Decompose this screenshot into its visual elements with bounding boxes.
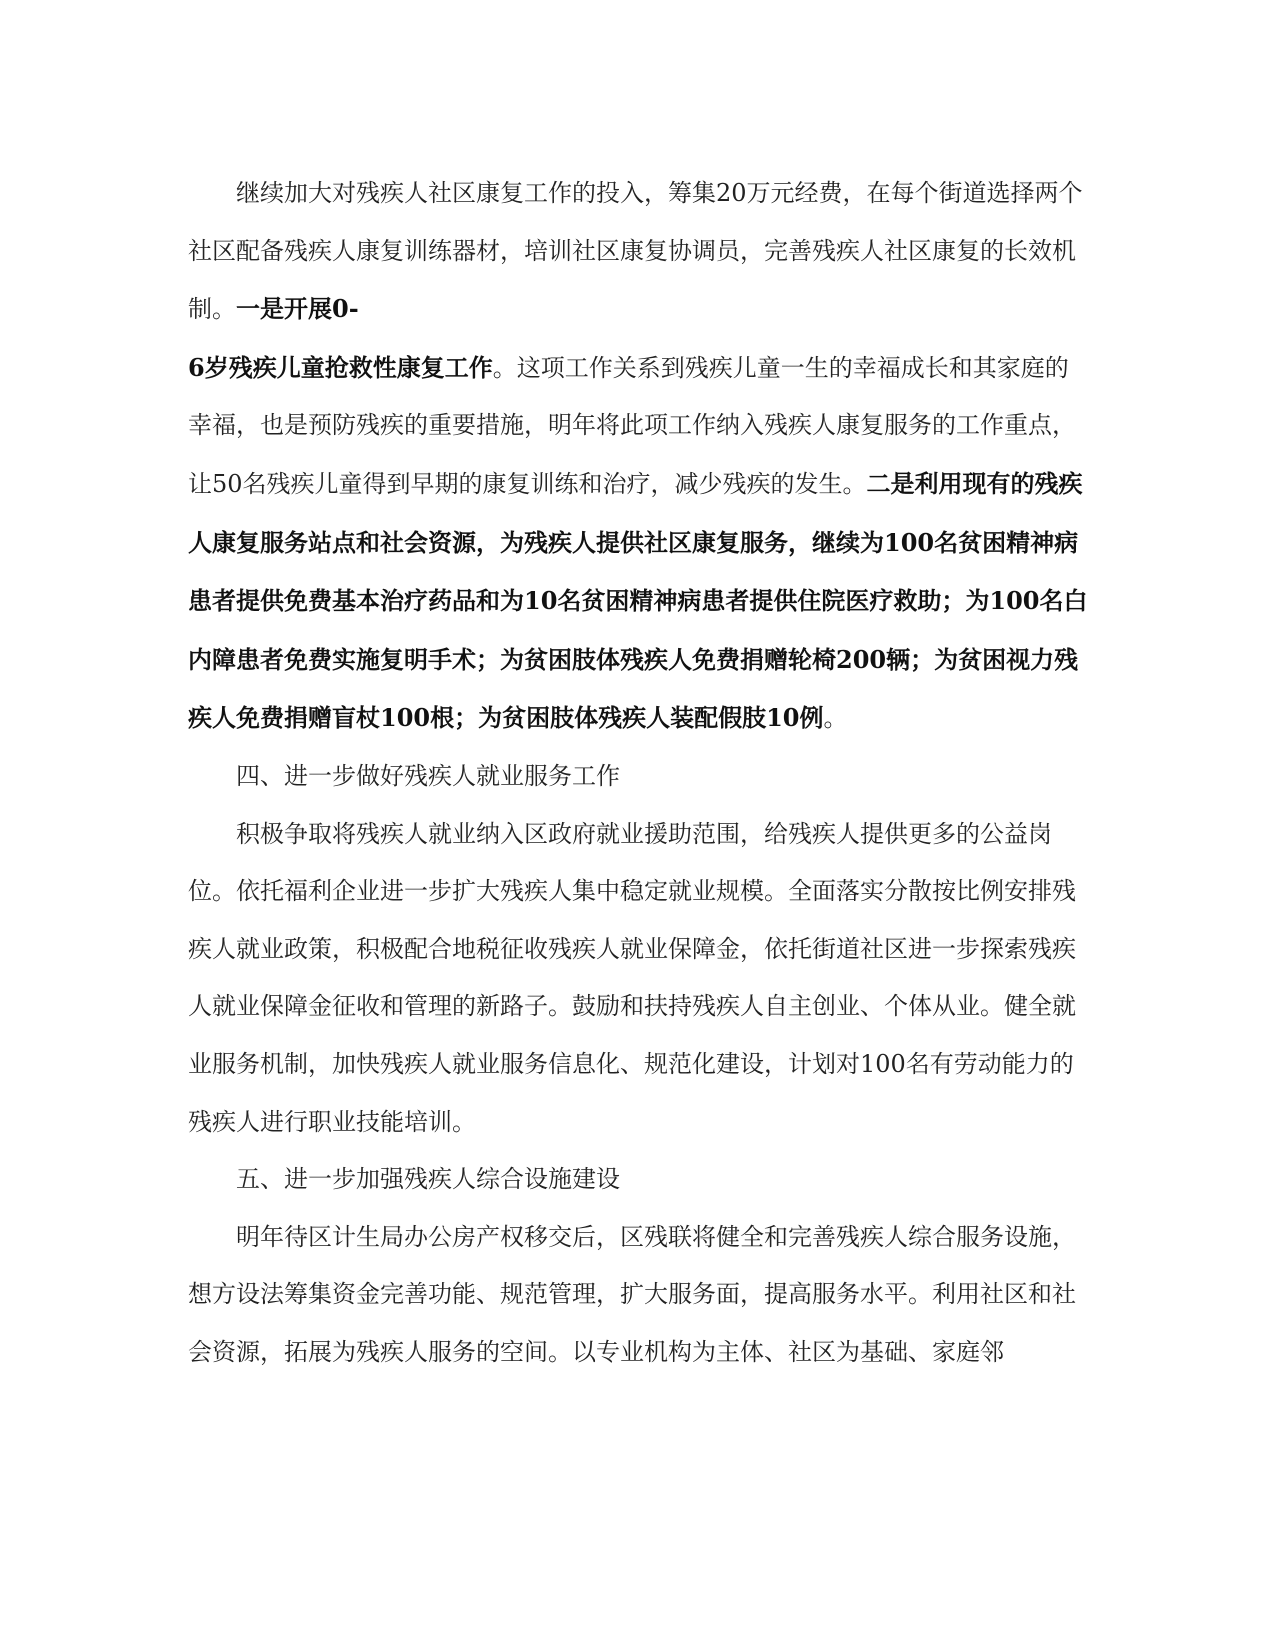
paragraph-text: 继续加大对残疾人社区康复工作的投入，筹集20万元经费，在每个街道选择两个社区配备残疾人康复训练器材，培训社区康复协调员，完善残疾人社区康复的长效机制。 — [188, 179, 1083, 324]
bold-point-one-continued: 6岁残疾儿童抢救性康复工作 — [188, 352, 493, 382]
paragraph-text: 。这项工作关系到残疾儿童一生的幸福成长和其家庭的幸福，也是预防残疾的重要措施，明年将此项工作纳入残疾人康复服务的工作重点，让50名残疾儿童得到早期的康复训练和治疗，减少残疾的发生。 — [188, 353, 1076, 498]
paragraph-employment: 积极争取将残疾人就业纳入区政府就业援助范围，给残疾人提供更多的公益岗位。依托福利企业进一步扩大残疾人集中稳定就业规模。全面落实分散按比例安排残疾人就业政策，积极配合地税征收残疾人就业保障金，依托街道社区进一步探索残疾人就业保障金征收和管理的新路子。鼓励和扶持残疾人自主创业、个体从业。健全就业服务机制，加快残疾人就业服务信息化、规范化建设，计划对100名有劳动能力的残疾人进行职业技能培训。 — [188, 819, 1076, 1136]
paragraph-text: 。 — [823, 704, 848, 733]
section-heading-facilities: 五、进一步加强残疾人综合设施建设 — [236, 1165, 620, 1194]
section-heading-employment: 四、进一步做好残疾人就业服务工作 — [236, 761, 620, 790]
document-body — [188, 165, 1088, 1381]
bold-point-one: 一是开展0- — [236, 294, 359, 324]
paragraph-facilities: 明年待区计生局办公房产权移交后，区残联将健全和完善残疾人综合服务设施，想方设法筹集资金完善功能、规范管理，扩大服务面，提高服务水平。利用社区和社会资源，拓展为残疾人服务的空间。以专业机构为主体、社区为基础、家庭邻 — [188, 1222, 1076, 1366]
paragraph-community-rehab — [188, 165, 1088, 748]
bold-point-two: 二是利用现有的残疾人康复服务站点和社会资源，为残疾人提供社区康复服务，继续为100名贫困精神病患者提供免费基本治疗药品和为10名贫困精神病患者提供住院医疗救助；为100名白内障患者免费实施复明手术；为贫困肢体残疾人免费捐赠轮椅200辆；为贫困视力残疾人免费捐赠盲杖100根；为贫困肢体残疾人装配假肢10例 — [188, 468, 1088, 733]
